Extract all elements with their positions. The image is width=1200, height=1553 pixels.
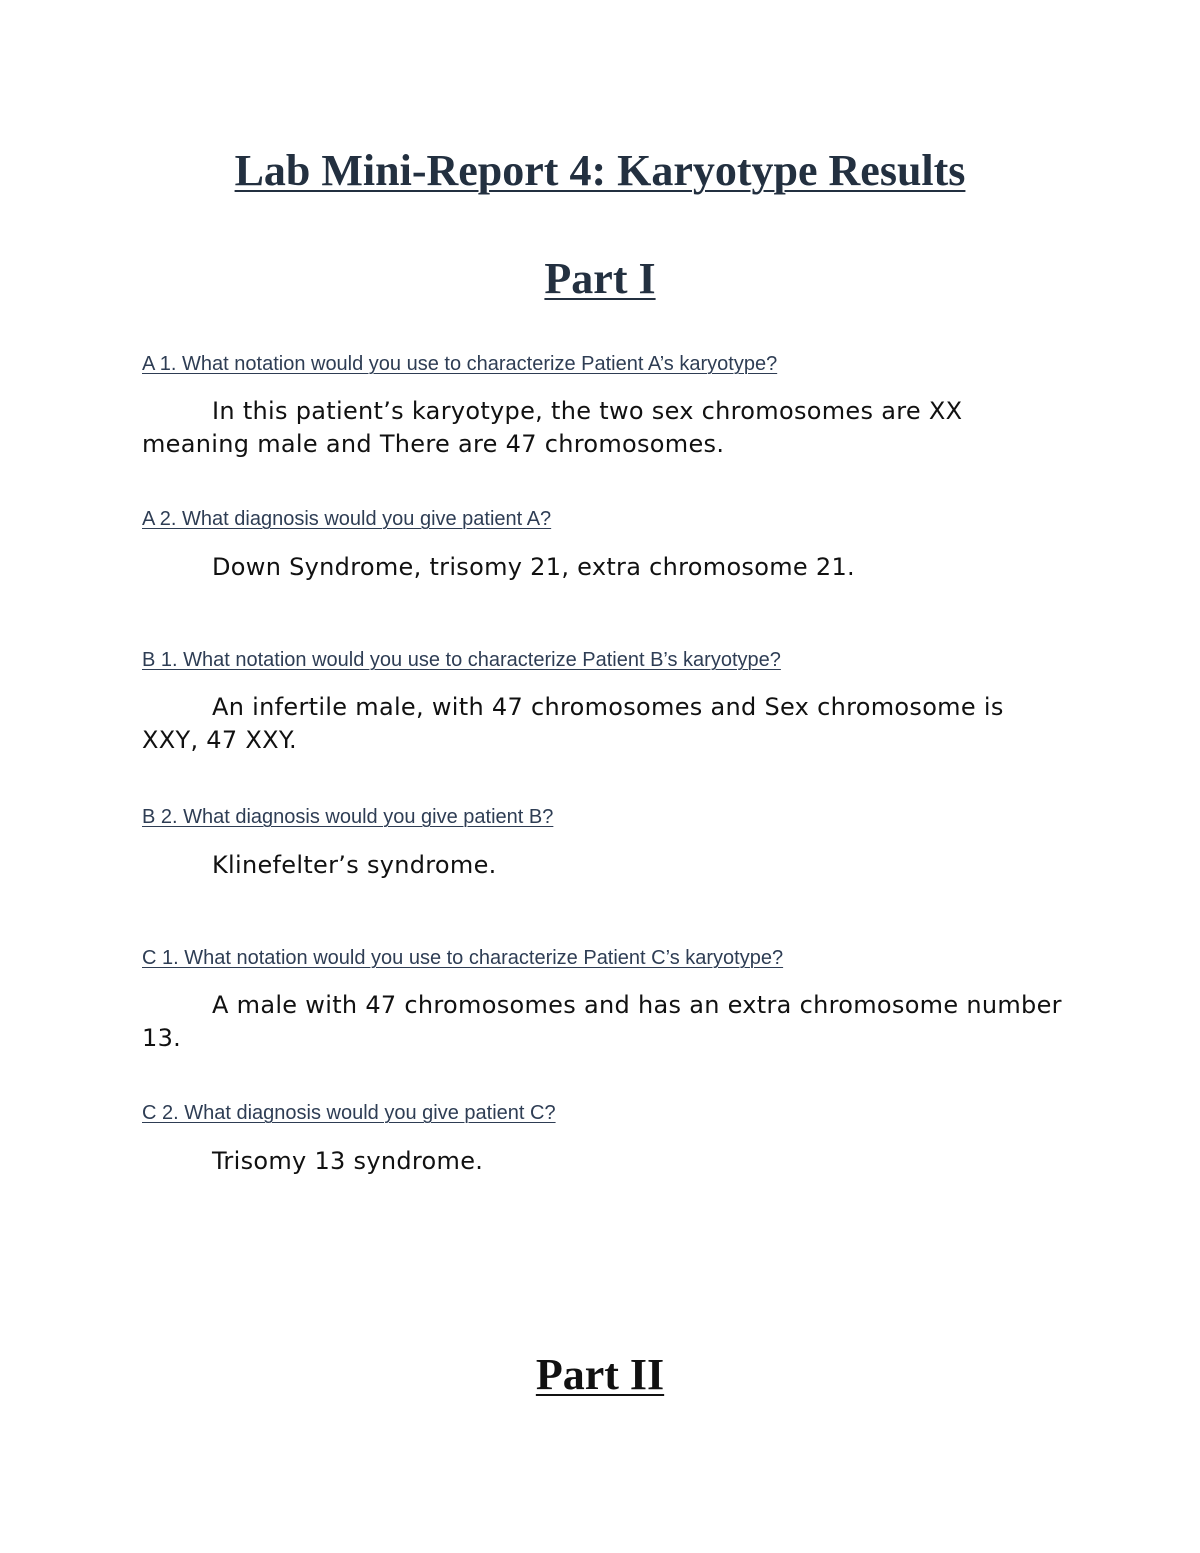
question-c2: C 2. What diagnosis would you give patient C? <box>142 1102 556 1124</box>
answer-c2: Trisomy 13 syndrome. <box>212 1147 484 1175</box>
question-c1: C 1. What notation would you use to characterize Patient C’s karyotype? <box>142 947 784 969</box>
answer-c1: A male with 47 chromosomes and has an extra chromosome number 13. <box>142 991 1062 1052</box>
document-title: Lab Mini-Report 4: Karyotype Results <box>234 146 966 195</box>
question-b2: B 2. What diagnosis would you give patient B? <box>142 806 554 828</box>
part-1-heading: Part I <box>544 254 656 303</box>
question-a2: A 2. What diagnosis would you give patient A? <box>142 508 552 530</box>
part-2-heading: Part II <box>535 1350 665 1399</box>
answer-b2: Klinefelter’s syndrome. <box>212 851 497 879</box>
question-a1: A 1. What notation would you use to characterize Patient A’s karyotype? <box>142 353 778 375</box>
answer-a2: Down Syndrome, trisomy 21, extra chromosome 21. <box>212 553 855 581</box>
answer-a1: In this patient’s karyotype, the two sex chromosomes are XX meaning male and There are 47 chromosomes. <box>142 397 963 458</box>
question-b1: B 1. What notation would you use to characterize Patient B’s karyotype? <box>142 649 781 671</box>
answer-b1: An infertile male, with 47 chromosomes and Sex chromosome is XXY, 47 XXY. <box>142 693 1004 754</box>
